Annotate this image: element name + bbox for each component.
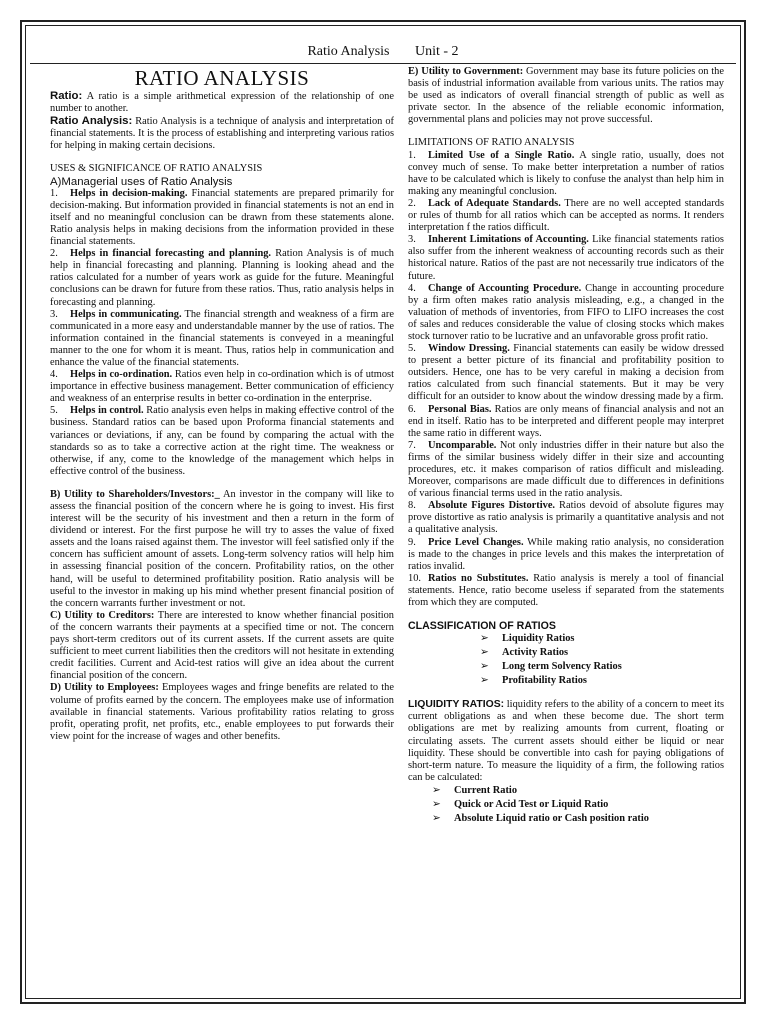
list-item: ➢ Long term Solvency Ratios — [480, 661, 622, 673]
classification-list — [408, 632, 724, 688]
ratio-definition — [50, 90, 394, 115]
list-item: ➢ Liquidity Ratios — [480, 633, 575, 645]
list-item: 10. Ratios no Substitutes. Ratio analysis is merely a tool of financial statements. Hence, ratio become useless if separated from the statements from which they are computed. — [408, 572, 724, 609]
ratio-definition-text: A ratio is a simple arithmetical expression of the relationship of one number to another. — [50, 91, 394, 115]
liquidity-list — [408, 784, 724, 826]
list-item: ➢ Activity Ratios — [480, 647, 569, 659]
arrow-bullet-icon: ➢ — [480, 675, 489, 687]
employees-section: D) Utility to Employees: Employees wages and fringe benefits are related to the volume of profits earned by the concern. The employees make use of information available in financial statements. Various profitability ratios relating to gross profit, operating profit, net profits, etc., enable employees to put forwards their view point for the increase of wages and other benefits. — [50, 682, 394, 742]
ratio-analysis-term: Ratio Analysis: — [50, 115, 133, 128]
limitations-list — [408, 150, 724, 610]
list-item: ➢ Quick or Acid Test or Liquid Ratio — [432, 798, 609, 810]
arrow-bullet-icon: ➢ — [432, 784, 441, 796]
government-section: E) Utility to Government: Government may base its future policies on the basis of industrial information available from various units. The ratios may be used as indicators of overall financial strength of public as well as private sector. In the absence of the reliable economic information, governmental plans and policies may not prove successful. — [408, 66, 724, 126]
page-title: RATIO ANALYSIS — [134, 66, 310, 90]
ratio-analysis-definition-text: Ratio Analysis is a technique of analysis and interpretation of financial statements. It is the process of establishing and interpreting various ratios for helping in making certain decisions. — [50, 116, 394, 152]
classification-heading: CLASSIFICATION OF RATIOS — [408, 620, 556, 633]
list-item: 2. Helps in financial forecasting and planning. Ration Analysis is of much help in financial forecasting and planning. Planning is looking ahead and the ratios calculated for a number of years work as guide for the future. Meaningful conclusions can be drawn for future from these ratios. Thus, ratio analysis helps in forecasting and planning. — [50, 248, 395, 308]
arrow-bullet-icon: ➢ — [480, 633, 489, 645]
header-rule — [30, 63, 736, 64]
list-item: ➢ Profitability Ratios — [480, 675, 587, 687]
ratio-term: Ratio: — [50, 90, 83, 102]
list-item: 4. Change of Accounting Procedure. Change in accounting procedure by a firm often makes ratio analysis misleading, e.g., a changed in the valuation of methods of inventories, from FIFO to LIFO increases the cost of sales and reduces considerable the value of closing stocks which makes stock turnover ratio to be lucrative and an unfavorable gross profit ratio. — [408, 282, 724, 342]
list-item: 1. Helps in decision-making. Financial statements are prepared primarily for decision-making. But information provided in financial statements is not an end in itself and no meaningful conclusion can be drawn from these statements alone. Ratio analysis helps in making decisions from the information provided in these financial statements. — [50, 187, 394, 248]
creditors-section: C) Utility to Creditors: There are interested to know whether financial position of the concern warrants their payments at a specified time or not. The concern pays short-term creditors out of its current assets. If the current assets are quite sufficient to meet current liabilities then the creditors will not hesitate in extending credit facilities. Current and Acid-test ratios will give an idea about the current financial position of the concern. — [50, 609, 394, 682]
list-item: 8. Absolute Figures Distortive. Ratios devoid of absolute figures may prove distortive as ratio analysis is primarily a quantitative analysis and not a qualitative analysis. — [408, 500, 724, 536]
list-item: 6. Personal Bias. Ratios are only means of financial analysis and not an end in itself. Ratio has to be interpreted and different people may interpret the same ratio in different ways. — [408, 403, 724, 439]
arrow-bullet-icon: ➢ — [480, 661, 489, 673]
list-item: 2. Lack of Adequate Standards. There are no well accepted standards or rules of thumb for all ratios which can be accepted as norms. It renders interpretation f the ratios difficult. — [408, 197, 724, 234]
ratio-analysis-definition — [50, 115, 394, 152]
managerial-heading: A)Managerial uses of Ratio Analysis — [50, 175, 233, 188]
right-column — [408, 66, 724, 826]
arrow-bullet-icon: ➢ — [432, 798, 441, 810]
arrow-bullet-icon: ➢ — [432, 812, 441, 824]
list-item: 1. Limited Use of a Single Ratio. A single ratio, usually, does not convey much of sense. To make better interpretation a number of ratios have to be calculated which is likely to confuse the analyst than help him in making any meaningful conclusion. — [408, 149, 724, 197]
list-item: 3. Helps in communicating. The financial strength and weakness of a firm are communicated in a more easy and understandable manner by the use of ratios. The information contained in the financial statements is conveyed in a meaningful manner to the one for whom it is meant. Thus, ratios help in communication and enhance the value of the financial statements. — [50, 308, 394, 368]
managerial-uses-list — [50, 188, 394, 478]
left-column — [50, 66, 394, 743]
header-unit: Unit - 2 — [415, 44, 459, 59]
list-item: 4. Helps in co-ordination. Ratios even help in co-ordination which is of utmost importance in effective business management. Better communication of efficiency and weakness of an enterprise results in better co-ordination in the enterprise. — [50, 369, 394, 405]
list-item: 3. Inherent Limitations of Accounting. Like financial statements ratios also suffer from the inherent weakness of accounting records such as their historical nature. Ratios of the past are not necessarily true indicators of the future. — [408, 234, 724, 282]
list-item: ➢ Absolute Liquid ratio or Cash position ratio — [432, 812, 649, 824]
list-item: 7. Uncomparable. Not only industries differ in their nature but also the firms of the similar business widely differ in their size and accounting procedures, etc. it makes comparison of ratios difficult and misleading. Moreover, comparisons are made difficult due to differences in definitions of various financial terms used in the ratio analysis. — [408, 439, 724, 500]
uses-heading: USES & SIGNIFICANCE OF RATIO ANALYSIS — [50, 163, 263, 175]
list-item: 9. Price Level Changes. While making ratio analysis, no consideration is made to the changes in price levels and this makes the interpretation of ratios invalid. — [408, 536, 724, 572]
limitations-heading: LIMITATIONS OF RATIO ANALYSIS — [408, 137, 575, 149]
list-item: 5. Window Dressing. Financial statements can easily be widow dressed to present a better picture of its financial and profitability position to outsiders. Hence, one has to be very careful in making a decision from ratios calculated from such financial statements. But it may be very difficult for an outsider to know about the window dressing made by a firm. — [408, 343, 724, 403]
liquidity-section: LIQUIDITY RATIOS: liquidity refers to the ability of a concern to meet its current obligations as and when these become due. The short term obligations are met by realizing amounts from current, floating or circulating assets. The current assets should either be liquid or near liquidity. These should be convertible into cash for paying obligations of short-term nature. To measure the liquidity of a firm, the following ratios can be calculated: — [408, 699, 724, 783]
page-header — [25, 44, 741, 60]
header-subject: Ratio Analysis — [307, 44, 390, 59]
list-item: ➢ Current Ratio — [432, 784, 518, 796]
list-item: 5. Helps in control. Ratio analysis even helps in making effective control of the business. Standard ratios can be based upon Proforma financial statements and variances or deviations, if any, can be found by comparing the actual with the standards so as to take a corrective action at the right time. The weakness or otherwise, if any, come to the knowledge of the management which helps in effective control of the business. — [50, 405, 394, 477]
shareholders-section: B) Utility to Shareholders/Investors:_ An investor in the company will like to assess the financial position of the concern where he is going to invest. His first interest will be the security of his investment and then a return in the form of dividend or interest. For the first purpose he will try to asses the value of fixed assets and the loans raised against them. The investor will feel satisfied only if the concern has sufficient amount of assets. Long-term solvency ratios will help him in assessing financial position of the concern. Profitability ratios, on the other hand, will be useful to determined profitability position. Ratio analysis will be useful to the investor in making up his mind whether present financial position of the concern warrants further investment or not. — [50, 488, 394, 609]
arrow-bullet-icon: ➢ — [480, 647, 489, 659]
